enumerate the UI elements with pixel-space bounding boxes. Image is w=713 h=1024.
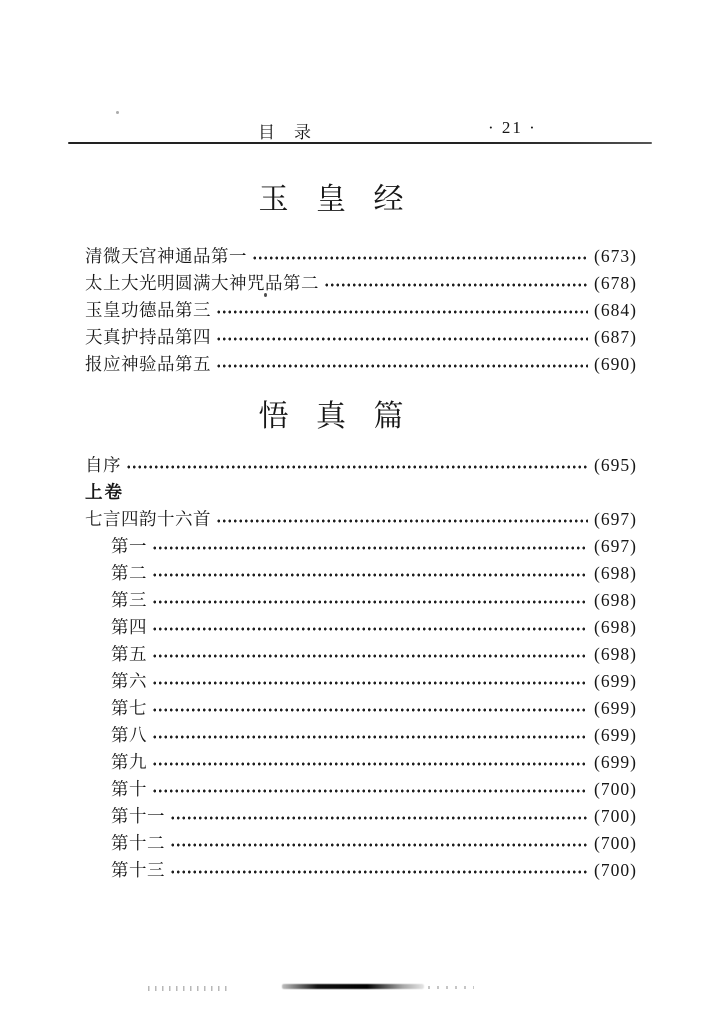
toc-entry-page: (698) — [594, 563, 637, 583]
toc-entry-label: 第十一 — [111, 806, 165, 826]
toc-entry-label: 第十 — [111, 779, 147, 799]
scan-smudge — [428, 986, 474, 989]
toc-entry — [68, 749, 652, 776]
toc-entry-label: 第十三 — [111, 860, 165, 880]
toc-entry-page: (700) — [594, 806, 637, 826]
toc-entry — [68, 587, 652, 614]
scan-speck — [116, 111, 119, 114]
toc-entry-page: (699) — [594, 752, 637, 772]
toc-entry — [68, 857, 652, 884]
dot-leader — [216, 335, 588, 342]
running-header-title: 目 录 — [258, 123, 312, 142]
toc-entry-label: 第一 — [111, 536, 147, 556]
dot-leader — [252, 254, 588, 261]
dot-leader — [170, 841, 588, 848]
toc-entry-label: 太上大光明圆满大神咒品第二 — [85, 273, 319, 293]
toc-entry — [68, 452, 652, 479]
header-rule — [68, 142, 652, 144]
dot-leader — [152, 733, 588, 740]
toc-entry — [68, 722, 652, 749]
toc-entry-page: (698) — [594, 617, 637, 637]
dot-leader — [152, 625, 588, 632]
dot-leader — [170, 814, 588, 821]
toc-entry — [68, 614, 652, 641]
toc-entry-page: (699) — [594, 671, 637, 691]
dot-leader — [152, 652, 588, 659]
toc-entry — [68, 560, 652, 587]
entry-list — [68, 243, 652, 378]
dot-leader — [216, 362, 588, 369]
toc-entry — [68, 803, 652, 830]
toc-entry-page: (699) — [594, 698, 637, 718]
entry-list — [68, 452, 652, 884]
toc-entry-page: (684) — [594, 300, 637, 320]
toc-entry-label: 报应神验品第五 — [85, 354, 211, 374]
toc-entry — [68, 776, 652, 803]
dot-leader — [170, 868, 588, 875]
toc-entry-page: (700) — [594, 833, 637, 853]
toc-entry-label: 天真护持品第四 — [85, 327, 211, 347]
dot-leader — [152, 679, 588, 686]
dot-leader — [152, 544, 588, 551]
toc-entry-label: 清微天宫神通品第一 — [85, 246, 247, 266]
dot-leader — [216, 308, 588, 315]
toc-entry-label: 第十二 — [111, 833, 165, 853]
dot-leader — [152, 598, 588, 605]
scan-smudge — [148, 986, 230, 991]
toc-entry — [68, 351, 652, 378]
toc-entry-page: (687) — [594, 327, 637, 347]
toc-entry-page: (697) — [594, 509, 637, 529]
toc-entry-label: 第四 — [111, 617, 147, 637]
dot-leader — [152, 787, 588, 794]
dot-leader — [152, 571, 588, 578]
toc-entry — [68, 479, 652, 506]
toc-entry — [68, 243, 652, 270]
scan-speck — [264, 293, 267, 297]
toc-entry-page: (699) — [594, 725, 637, 745]
running-header-page-number: · 21 · — [488, 118, 537, 137]
toc-entry-label: 第三 — [111, 590, 147, 610]
toc-entry — [68, 641, 652, 668]
toc-entry-page: (678) — [594, 273, 637, 293]
toc-entry — [68, 533, 652, 560]
toc-section — [68, 400, 652, 884]
toc-entry-label: 第六 — [111, 671, 147, 691]
dot-leader — [152, 706, 588, 713]
section-title: 玉 皇 经 — [258, 183, 414, 216]
toc-entry — [68, 324, 652, 351]
toc-entry-page: (695) — [594, 455, 637, 475]
toc-entry-page: (698) — [594, 590, 637, 610]
toc-entry-page: (673) — [594, 246, 637, 266]
scan-smudge — [282, 984, 424, 989]
dot-leader — [324, 281, 588, 288]
toc-entry-page: (700) — [594, 860, 637, 880]
toc-entry-label: 第九 — [111, 752, 147, 772]
toc-entry — [68, 695, 652, 722]
section-title: 悟 真 篇 — [258, 400, 414, 433]
toc-entry — [68, 506, 652, 533]
table-of-contents — [68, 183, 652, 884]
dot-leader — [216, 517, 588, 524]
running-header — [68, 118, 652, 144]
dot-leader — [152, 760, 588, 767]
toc-entry-label: 第七 — [111, 698, 147, 718]
toc-entry-label: 第二 — [111, 563, 147, 583]
toc-entry-page: (698) — [594, 644, 637, 664]
toc-entry-label: 第五 — [111, 644, 147, 664]
toc-entry-label: 第八 — [111, 725, 147, 745]
toc-entry-page: (700) — [594, 779, 637, 799]
toc-entry — [68, 830, 652, 857]
toc-entry-page: (690) — [594, 354, 637, 374]
toc-entry-label: 玉皇功德品第三 — [85, 300, 211, 320]
toc-entry-page: (697) — [594, 536, 637, 556]
toc-content — [68, 118, 652, 884]
toc-entry-label: 上卷 — [85, 482, 124, 502]
toc-section — [68, 183, 652, 378]
toc-entry-label: 七言四韵十六首 — [85, 509, 211, 529]
toc-entry — [68, 297, 652, 324]
toc-entry-label: 自序 — [85, 455, 121, 475]
toc-entry — [68, 270, 652, 297]
dot-leader — [126, 463, 588, 470]
toc-entry — [68, 668, 652, 695]
